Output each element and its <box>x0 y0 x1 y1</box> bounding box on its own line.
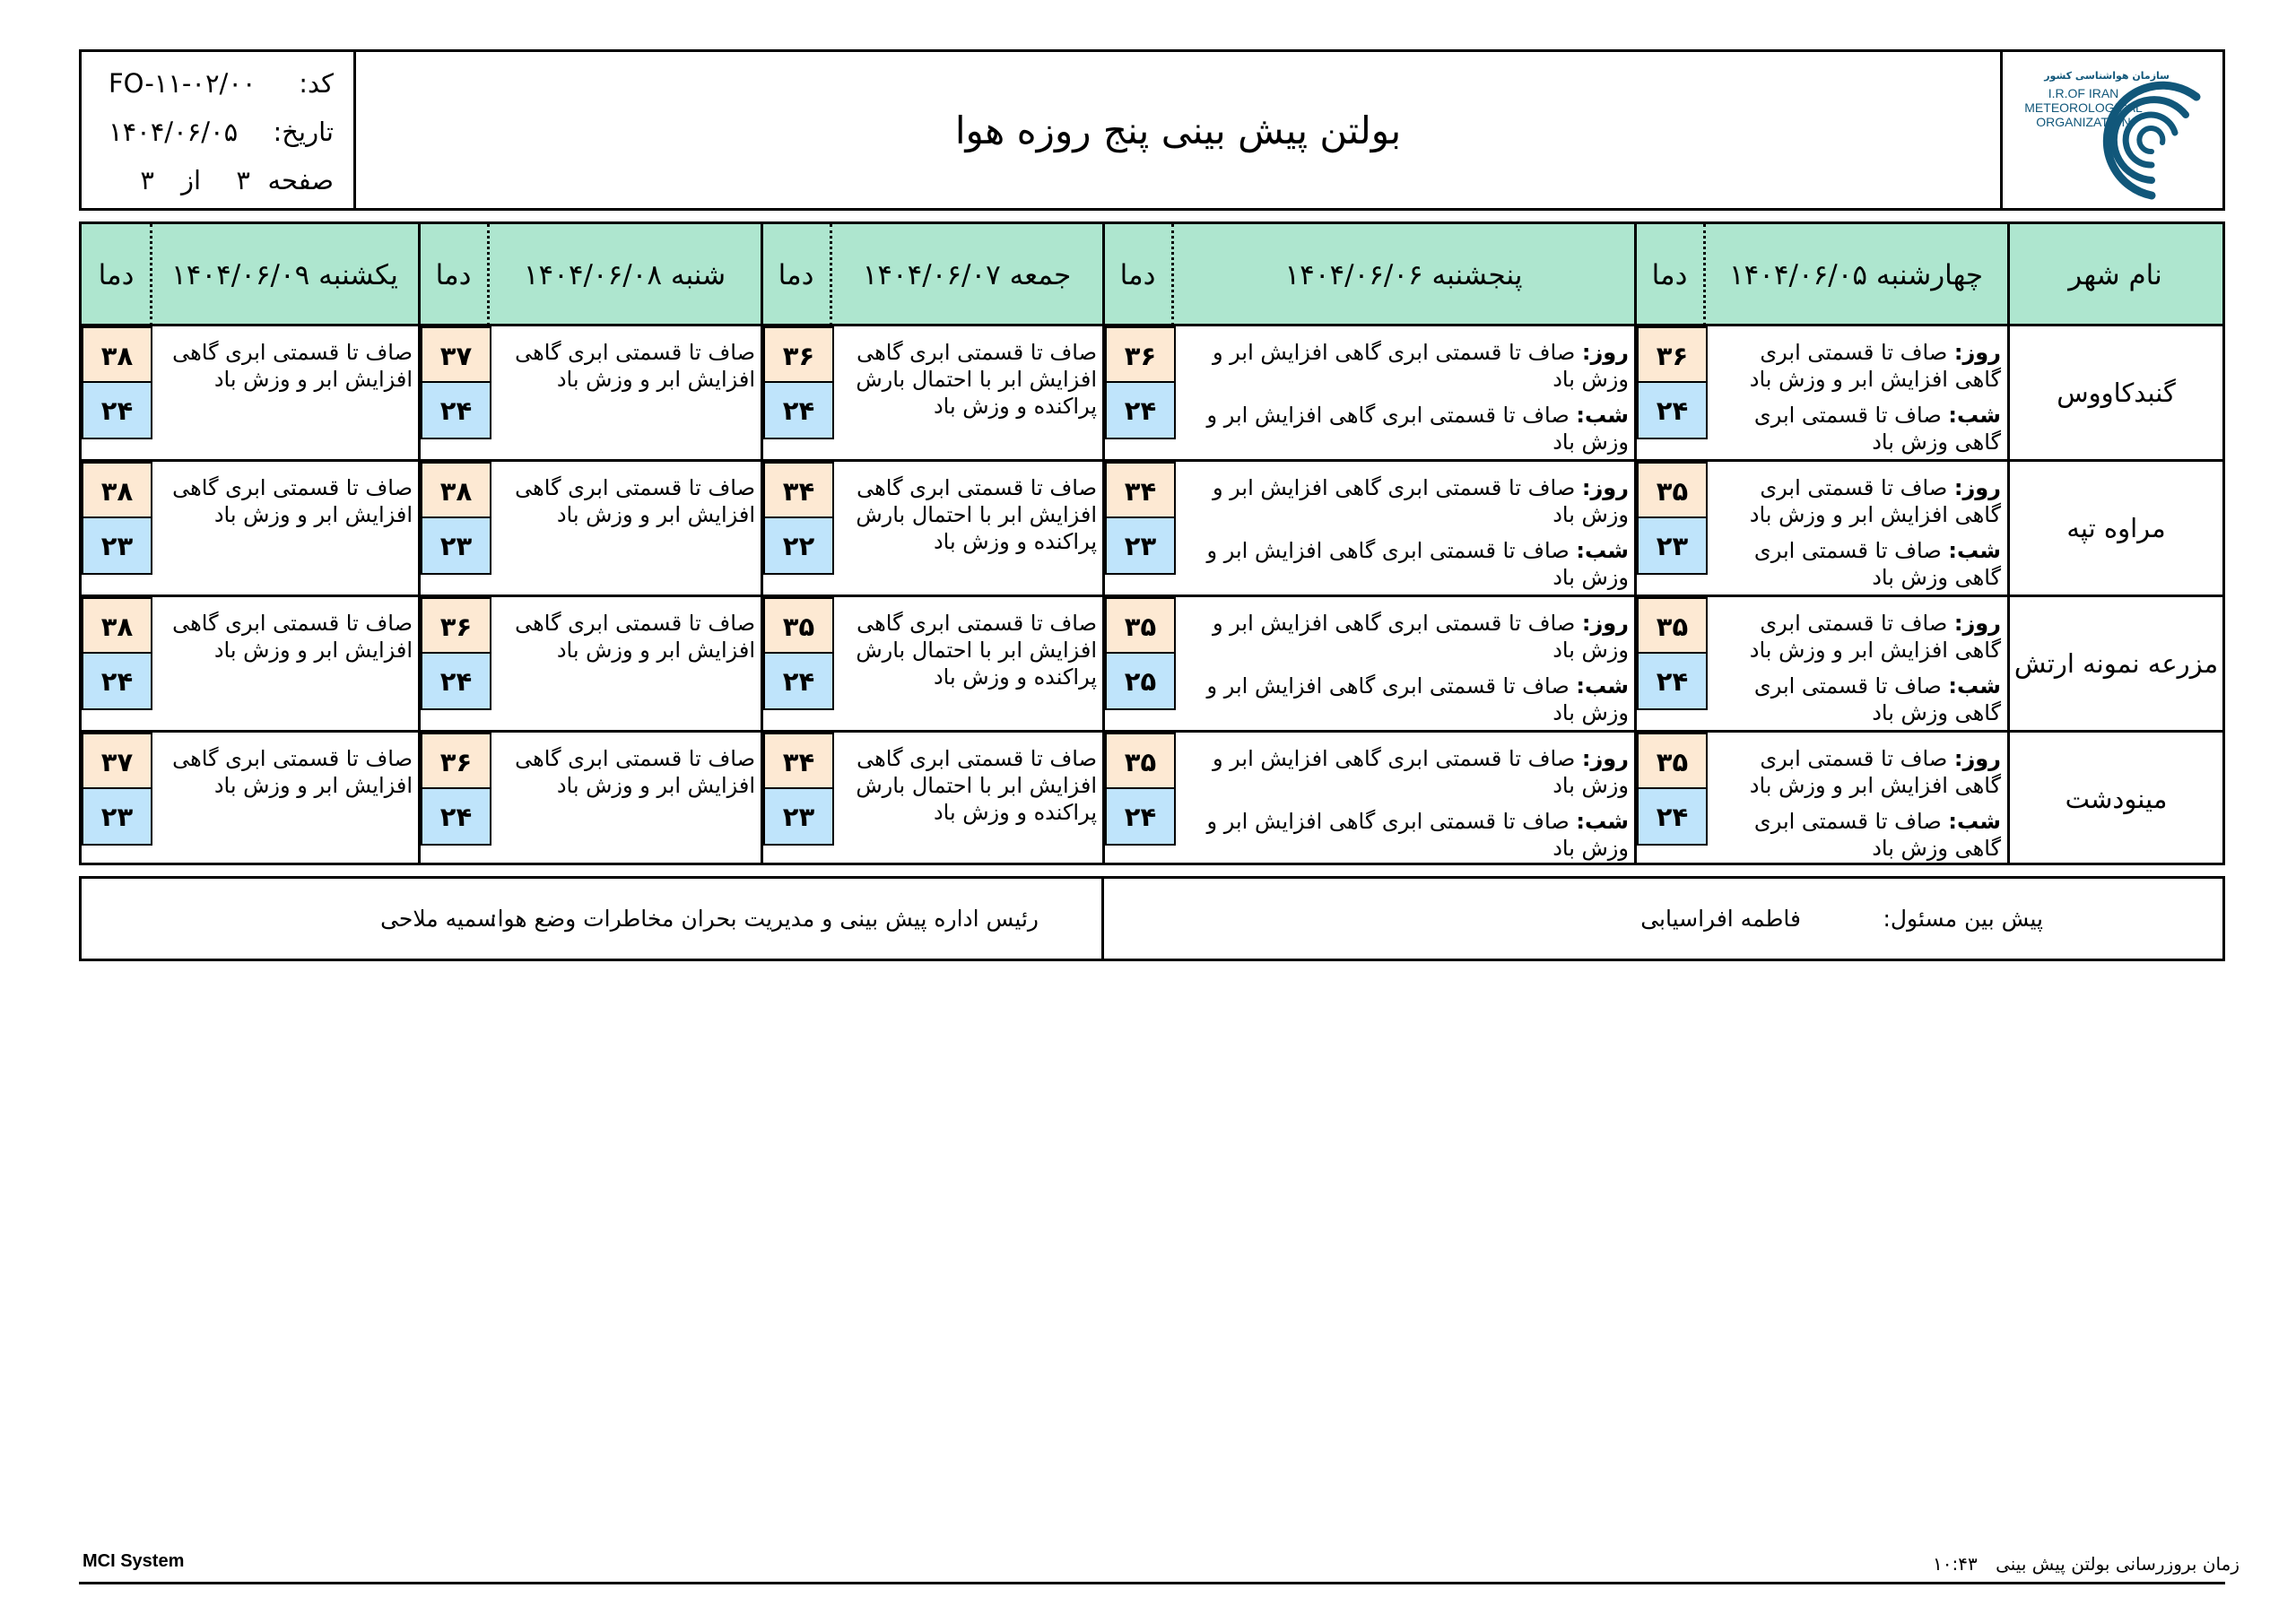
day-header-2: پنجشنبه ۱۴۰۴/۰۶/۰۶ <box>1284 258 1523 291</box>
night-text: صاف تا قسمتی ابری گاهی وزش باد <box>1753 538 2001 590</box>
head-name: سمیه ملاحی <box>380 906 496 932</box>
max-temp: ۳۵ <box>763 597 834 655</box>
night-text: صاف تا قسمتی ابری گاهی وزش باد <box>1753 403 2001 455</box>
day-label: روز: <box>1581 340 1629 365</box>
forecast-day4: صاف تا قسمتی ابری گاهی افزایش ابر و وزش باد <box>515 746 755 798</box>
night-label: شب: <box>1576 403 1629 428</box>
day-text: صاف تا قسمتی ابری گاهی افزایش ابر و وزش باد <box>1212 340 1629 392</box>
forecast-day1 <box>1709 339 2001 393</box>
forecast-day3: صاف تا قسمتی ابری گاهی افزایش ابر با احتمال بارش پراکنده و وزش باد <box>856 611 1097 690</box>
night-label: شب: <box>1576 809 1629 834</box>
night-text: صاف تا قسمتی ابری گاهی افزایش ابر و وزش باد <box>1206 809 1629 861</box>
update-time <box>1933 1553 2239 1575</box>
night-label: شب: <box>1948 403 2001 428</box>
min-temp: ۲۵ <box>1105 652 1176 710</box>
max-temp: ۳۵ <box>1637 733 1708 791</box>
forecast-day3: صاف تا قسمتی ابری گاهی افزایش ابر با احتمال بارش پراکنده و وزش باد <box>856 746 1097 825</box>
max-temp: ۳۵ <box>1105 733 1176 791</box>
max-temp: ۳۴ <box>1105 462 1176 520</box>
min-temp: ۲۳ <box>763 787 834 846</box>
day-text: صاف تا قسمتی ابری گاهی افزایش ابر و وزش باد <box>1749 340 2001 392</box>
system-name: MCI System <box>83 1551 185 1571</box>
forecast-day2 <box>1178 474 1629 528</box>
page-current: ۳ <box>236 165 250 195</box>
day-text: صاف تا قسمتی ابری گاهی افزایش ابر و وزش باد <box>1212 611 1629 663</box>
forecast-day1 <box>1709 745 2001 799</box>
logo-text-en-2: METEOROLOGICAL <box>2024 100 2143 115</box>
forecast-day5: صاف تا قسمتی ابری گاهی افزایش ابر و وزش باد <box>172 475 413 527</box>
min-temp: ۲۴ <box>1637 787 1708 846</box>
night-text: صاف تا قسمتی ابری گاهی وزش باد <box>1753 673 2001 725</box>
city-name: گنبدکاووس <box>2057 378 2176 408</box>
min-temp: ۲۴ <box>421 652 491 710</box>
dotted-divider <box>150 224 152 325</box>
night-label: شب: <box>1948 673 2001 699</box>
forecast-night2 <box>1178 537 1629 591</box>
forecaster-label: پیش بین مسئول: <box>1883 906 2043 932</box>
min-temp: ۲۴ <box>421 787 491 846</box>
date-row <box>82 117 353 156</box>
temp-header-day1: دما <box>1651 258 1688 291</box>
forecast-night1 <box>1709 808 2001 862</box>
day-text: صاف تا قسمتی ابری گاهی افزایش ابر و وزش باد <box>1212 746 1629 798</box>
code-value: FO-۱۱-۰۲/۰۰ <box>109 68 257 99</box>
page-row <box>82 165 353 204</box>
min-temp: ۲۴ <box>763 381 834 439</box>
forecast-day2 <box>1178 610 1629 664</box>
max-temp: ۳۶ <box>763 326 834 385</box>
day-text: صاف تا قسمتی ابری گاهی افزایش ابر و وزش باد <box>1749 611 2001 663</box>
max-temp: ۳۷ <box>82 733 152 791</box>
bulletin-title: بولتن پیش بینی پنج روزه هوا <box>954 108 1402 152</box>
night-label: شب: <box>1948 809 2001 834</box>
dotted-divider <box>487 224 490 325</box>
forecast-day5: صاف تا قسمتی ابری گاهی افزایش ابر و وزش باد <box>172 340 413 392</box>
max-temp: ۳۶ <box>421 733 491 791</box>
forecast-night1 <box>1709 402 2001 456</box>
max-temp: ۳۸ <box>82 462 152 520</box>
max-temp: ۳۸ <box>82 597 152 655</box>
forecast-day4: صاف تا قسمتی ابری گاهی افزایش ابر و وزش باد <box>515 611 755 663</box>
day-label: روز: <box>1953 475 2001 500</box>
max-temp: ۳۸ <box>421 462 491 520</box>
max-temp: ۳۷ <box>421 326 491 385</box>
organization-logo <box>2000 52 2222 208</box>
min-temp: ۲۴ <box>1637 652 1708 710</box>
forecast-day2 <box>1178 339 1629 393</box>
min-temp: ۲۴ <box>1105 381 1176 439</box>
min-temp: ۲۴ <box>82 381 152 439</box>
max-temp: ۳۴ <box>763 462 834 520</box>
page-of: از <box>180 165 201 195</box>
forecast-day5: صاف تا قسمتی ابری گاهی افزایش ابر و وزش باد <box>172 611 413 663</box>
document-meta <box>82 52 356 208</box>
max-temp: ۳۶ <box>1637 326 1708 385</box>
page-label: صفحه <box>267 165 334 195</box>
max-temp: ۳۵ <box>1637 462 1708 520</box>
temp-header-day5: دما <box>98 258 135 291</box>
min-temp: ۲۴ <box>763 652 834 710</box>
date-value: ۱۴۰۴/۰۶/۰۵ <box>109 117 239 147</box>
day-label: روز: <box>1953 611 2001 636</box>
spiral-logo-icon <box>2098 74 2205 200</box>
dotted-divider <box>1171 224 1174 325</box>
night-text: صاف تا قسمتی ابری گاهی وزش باد <box>1753 809 2001 861</box>
forecast-day5: صاف تا قسمتی ابری گاهی افزایش ابر و وزش باد <box>172 746 413 798</box>
night-label: شب: <box>1948 538 2001 563</box>
forecast-night2 <box>1178 673 1629 726</box>
night-text: صاف تا قسمتی ابری گاهی افزایش ابر و وزش باد <box>1206 538 1629 590</box>
day-label: روز: <box>1581 746 1629 771</box>
day-header-4: شنبه ۱۴۰۴/۰۶/۰۸ <box>523 258 726 291</box>
temp-header-day2: دما <box>1119 258 1156 291</box>
forecast-day4: صاف تا قسمتی ابری گاهی افزایش ابر و وزش باد <box>515 340 755 392</box>
forecast-table <box>79 221 2225 865</box>
max-temp: ۳۸ <box>82 326 152 385</box>
min-temp: ۲۲ <box>763 516 834 575</box>
day-text: صاف تا قسمتی ابری گاهی افزایش ابر و وزش باد <box>1212 475 1629 527</box>
forecast-day1 <box>1709 474 2001 528</box>
night-label: شب: <box>1576 673 1629 699</box>
day-text: صاف تا قسمتی ابری گاهی افزایش ابر و وزش باد <box>1749 746 2001 798</box>
head-label: رئیس اداره پیش بینی و مدیریت بحران مخاطرات وضع هوا: <box>490 906 1039 932</box>
logo-text-en-1: I.R.OF IRAN <box>2048 86 2119 100</box>
update-time-value: ۱۰:۴۳ <box>1933 1553 1978 1575</box>
max-temp: ۳۶ <box>1105 326 1176 385</box>
date-label: تاریخ: <box>273 117 334 147</box>
min-temp: ۲۳ <box>1105 516 1176 575</box>
footer-rule <box>79 1582 2225 1584</box>
forecast-night1 <box>1709 673 2001 726</box>
forecast-day4: صاف تا قسمتی ابری گاهی افزایش ابر و وزش باد <box>515 475 755 527</box>
logo-text-fa: سازمان هواشناسی کشور <box>2044 70 2170 82</box>
forecast-day1 <box>1709 610 2001 664</box>
city-name: مراوه تپه <box>2066 513 2166 543</box>
temp-header-day3: دما <box>778 258 814 291</box>
night-label: شب: <box>1576 538 1629 563</box>
min-temp: ۲۳ <box>82 516 152 575</box>
forecast-night1 <box>1709 537 2001 591</box>
city-column-header: نام شهر <box>2068 258 2162 291</box>
dotted-divider <box>1703 224 1706 325</box>
signature-divider <box>1101 879 1104 959</box>
code-label: کد: <box>299 68 334 99</box>
day-text: صاف تا قسمتی ابری گاهی افزایش ابر و وزش باد <box>1749 475 2001 527</box>
forecast-day3: صاف تا قسمتی ابری گاهی افزایش ابر با احتمال بارش پراکنده و وزش باد <box>856 340 1097 419</box>
signature-box <box>79 876 2225 961</box>
night-text: صاف تا قسمتی ابری گاهی افزایش ابر و وزش باد <box>1206 673 1629 725</box>
max-temp: ۳۵ <box>1105 597 1176 655</box>
day-header-5: یکشنبه ۱۴۰۴/۰۶/۰۹ <box>171 258 398 291</box>
min-temp: ۲۴ <box>1637 381 1708 439</box>
day-label: روز: <box>1581 611 1629 636</box>
night-text: صاف تا قسمتی ابری گاهی افزایش ابر و وزش باد <box>1206 403 1629 455</box>
forecaster-name: فاطمه افراسیابی <box>1640 906 1801 932</box>
city-name: مزرعه نمونه ارتش <box>2013 648 2219 679</box>
forecast-night2 <box>1178 402 1629 456</box>
min-temp: ۲۴ <box>82 652 152 710</box>
day-header-3: جمعه ۱۴۰۴/۰۶/۰۷ <box>862 258 1072 291</box>
min-temp: ۲۳ <box>82 787 152 846</box>
day-label: روز: <box>1953 340 2001 365</box>
day-label: روز: <box>1953 746 2001 771</box>
bulletin-header <box>79 49 2225 211</box>
forecast-night2 <box>1178 808 1629 862</box>
update-label: زمان بروزرسانی بولتن پیش بینی <box>1996 1553 2239 1575</box>
min-temp: ۲۴ <box>421 381 491 439</box>
min-temp: ۲۳ <box>1637 516 1708 575</box>
temp-header-day4: دما <box>435 258 472 291</box>
day-label: روز: <box>1581 475 1629 500</box>
page-total: ۳ <box>140 165 154 195</box>
code-row <box>82 68 353 108</box>
day-header-1: چهارشنبه ۱۴۰۴/۰۶/۰۵ <box>1728 258 1984 291</box>
city-name: مینودشت <box>2065 784 2168 814</box>
max-temp: ۳۵ <box>1637 597 1708 655</box>
max-temp: ۳۴ <box>763 733 834 791</box>
min-temp: ۲۳ <box>421 516 491 575</box>
forecast-day2 <box>1178 745 1629 799</box>
max-temp: ۳۶ <box>421 597 491 655</box>
dotted-divider <box>830 224 832 325</box>
logo-text-en-3: ORGANIZATION <box>2036 115 2131 129</box>
forecast-day3: صاف تا قسمتی ابری گاهی افزایش ابر با احتمال بارش پراکنده و وزش باد <box>856 475 1097 554</box>
min-temp: ۲۴ <box>1105 787 1176 846</box>
